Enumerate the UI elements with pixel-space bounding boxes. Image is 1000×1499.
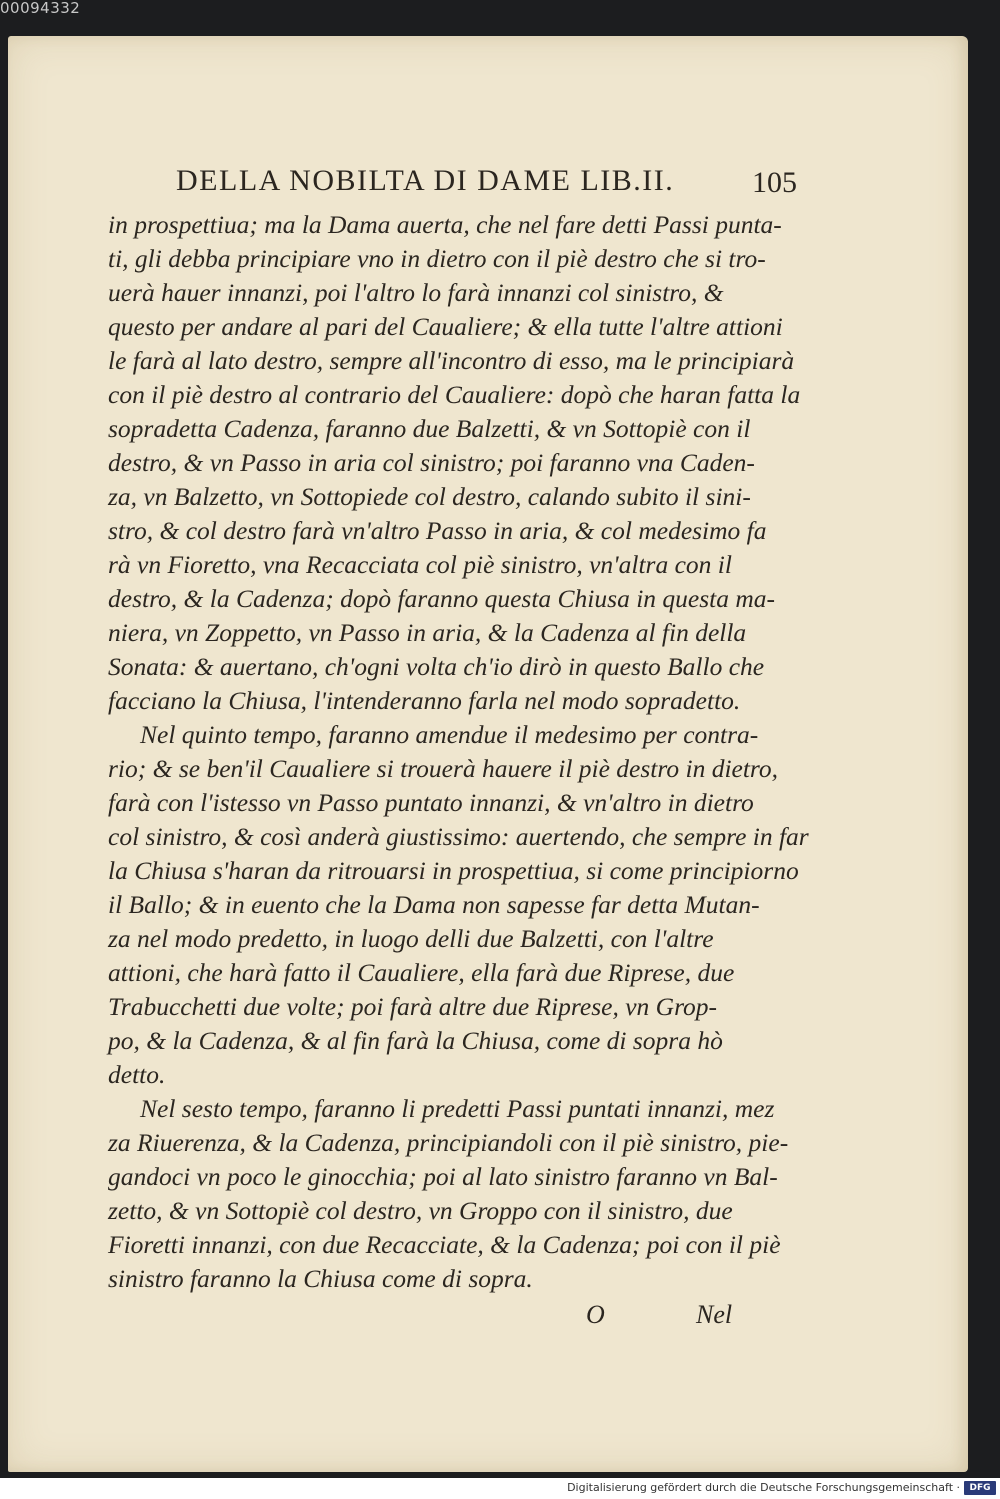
text-line: attioni, che harà fatto il Caualiere, ella farà due Riprese, due (108, 958, 735, 987)
text-line: sopradetta Cadenza, faranno due Balzetti, & vn Sottopiè con il (108, 414, 751, 443)
scan-id-label: 00094332 (0, 0, 81, 17)
text-line: le farà al lato destro, sempre all'incontro di esso, ma le principiarà (108, 346, 795, 375)
text-line: col sinistro, & così anderà giustissimo: auertendo, che sempre in far (108, 822, 809, 851)
catchword: Nel (696, 1300, 733, 1329)
dfg-logo[interactable]: DFG (964, 1481, 996, 1495)
text-line: za, vn Balzetto, vn Sottopiede col destro, calando subito il sini- (108, 482, 751, 511)
text-line: Sonata: & auertano, ch'ogni volta ch'io dirò in questo Ballo che (108, 652, 765, 681)
page-number: 105 (752, 166, 797, 199)
text-line: uerà hauer innanzi, poi l'altro lo farà innanzi col sinistro, & (108, 278, 724, 307)
page-foot-line (8, 1296, 968, 1336)
text-line: za nel modo predetto, in luogo delli due Balzetti, con l'altre (108, 924, 714, 953)
text-line: Fioretti innanzi, con due Recacciate, & la Cadenza; poi con il piè (108, 1230, 781, 1259)
paragraph-start-line: Nel sesto tempo, faranno li predetti Passi puntati innanzi, mez (140, 1094, 775, 1123)
funding-credit: Digitalisierung gefördert durch die Deutsche Forschungsgemeinschaft · (567, 1481, 960, 1494)
text-line: la Chiusa s'haran da ritrouarsi in prospettiua, si come principiorno (108, 856, 799, 885)
text-line: destro, & la Cadenza; dopò faranno questa Chiusa in questa ma- (108, 584, 776, 613)
footer-bar (0, 1478, 1000, 1499)
text-line: sinistro faranno la Chiusa come di sopra. (108, 1264, 533, 1293)
book-page (8, 36, 968, 1472)
text-line: destro, & vn Passo in aria col sinistro; poi faranno vna Caden- (108, 448, 755, 477)
text-line: rio; & se ben'il Caualiere si trouerà hauere il piè destro in dietro, (108, 754, 779, 783)
text-line: za Riuerenza, & la Cadenza, principiandoli con il piè sinistro, pie- (108, 1128, 789, 1157)
text-line: Trabucchetti due volte; poi farà altre due Riprese, vn Grop- (108, 992, 718, 1021)
text-line: farà con l'istesso vn Passo puntato innanzi, & vn'altro in dietro (108, 788, 754, 817)
body-text (108, 208, 808, 1296)
text-line: detto. (108, 1060, 166, 1089)
text-line: rà vn Fioretto, vna Recacciata col piè sinistro, vn'altra con il (108, 550, 732, 579)
signature-mark: O (586, 1300, 605, 1329)
text-line: stro, & col destro farà vn'altro Passo in aria, & col medesimo fa (108, 516, 767, 545)
text-line: con il piè destro al contrario del Caualiere: dopò che haran fatta la (108, 380, 801, 409)
text-line: il Ballo; & in euento che la Dama non sapesse far detta Mutan- (108, 890, 760, 919)
text-line: niera, vn Zoppetto, vn Passo in aria, & la Cadenza al fin della (108, 618, 747, 647)
text-line: in prospettiua; ma la Dama auerta, che nel fare detti Passi punta- (108, 210, 782, 239)
text-line: gandoci vn poco le ginocchia; poi al lato sinistro faranno vn Bal- (108, 1162, 778, 1191)
text-line: questo per andare al pari del Caualiere; & ella tutte l'altre attioni (108, 312, 783, 341)
text-line: ti, gli debba principiare vno in dietro con il piè destro che si tro- (108, 244, 766, 273)
text-line: po, & la Cadenza, & al fin farà la Chiusa, come di sopra hò (108, 1026, 723, 1055)
paragraph-start-line: Nel quinto tempo, faranno amendue il medesimo per contra- (140, 720, 759, 749)
running-head: DELLA NOBILTA DI DAME LIB.II. (176, 164, 675, 197)
text-line: facciano la Chiusa, l'intenderanno farla nel modo sopradetto. (108, 686, 741, 715)
text-line: zetto, & vn Sottopiè col destro, vn Groppo con il sinistro, due (108, 1196, 733, 1225)
